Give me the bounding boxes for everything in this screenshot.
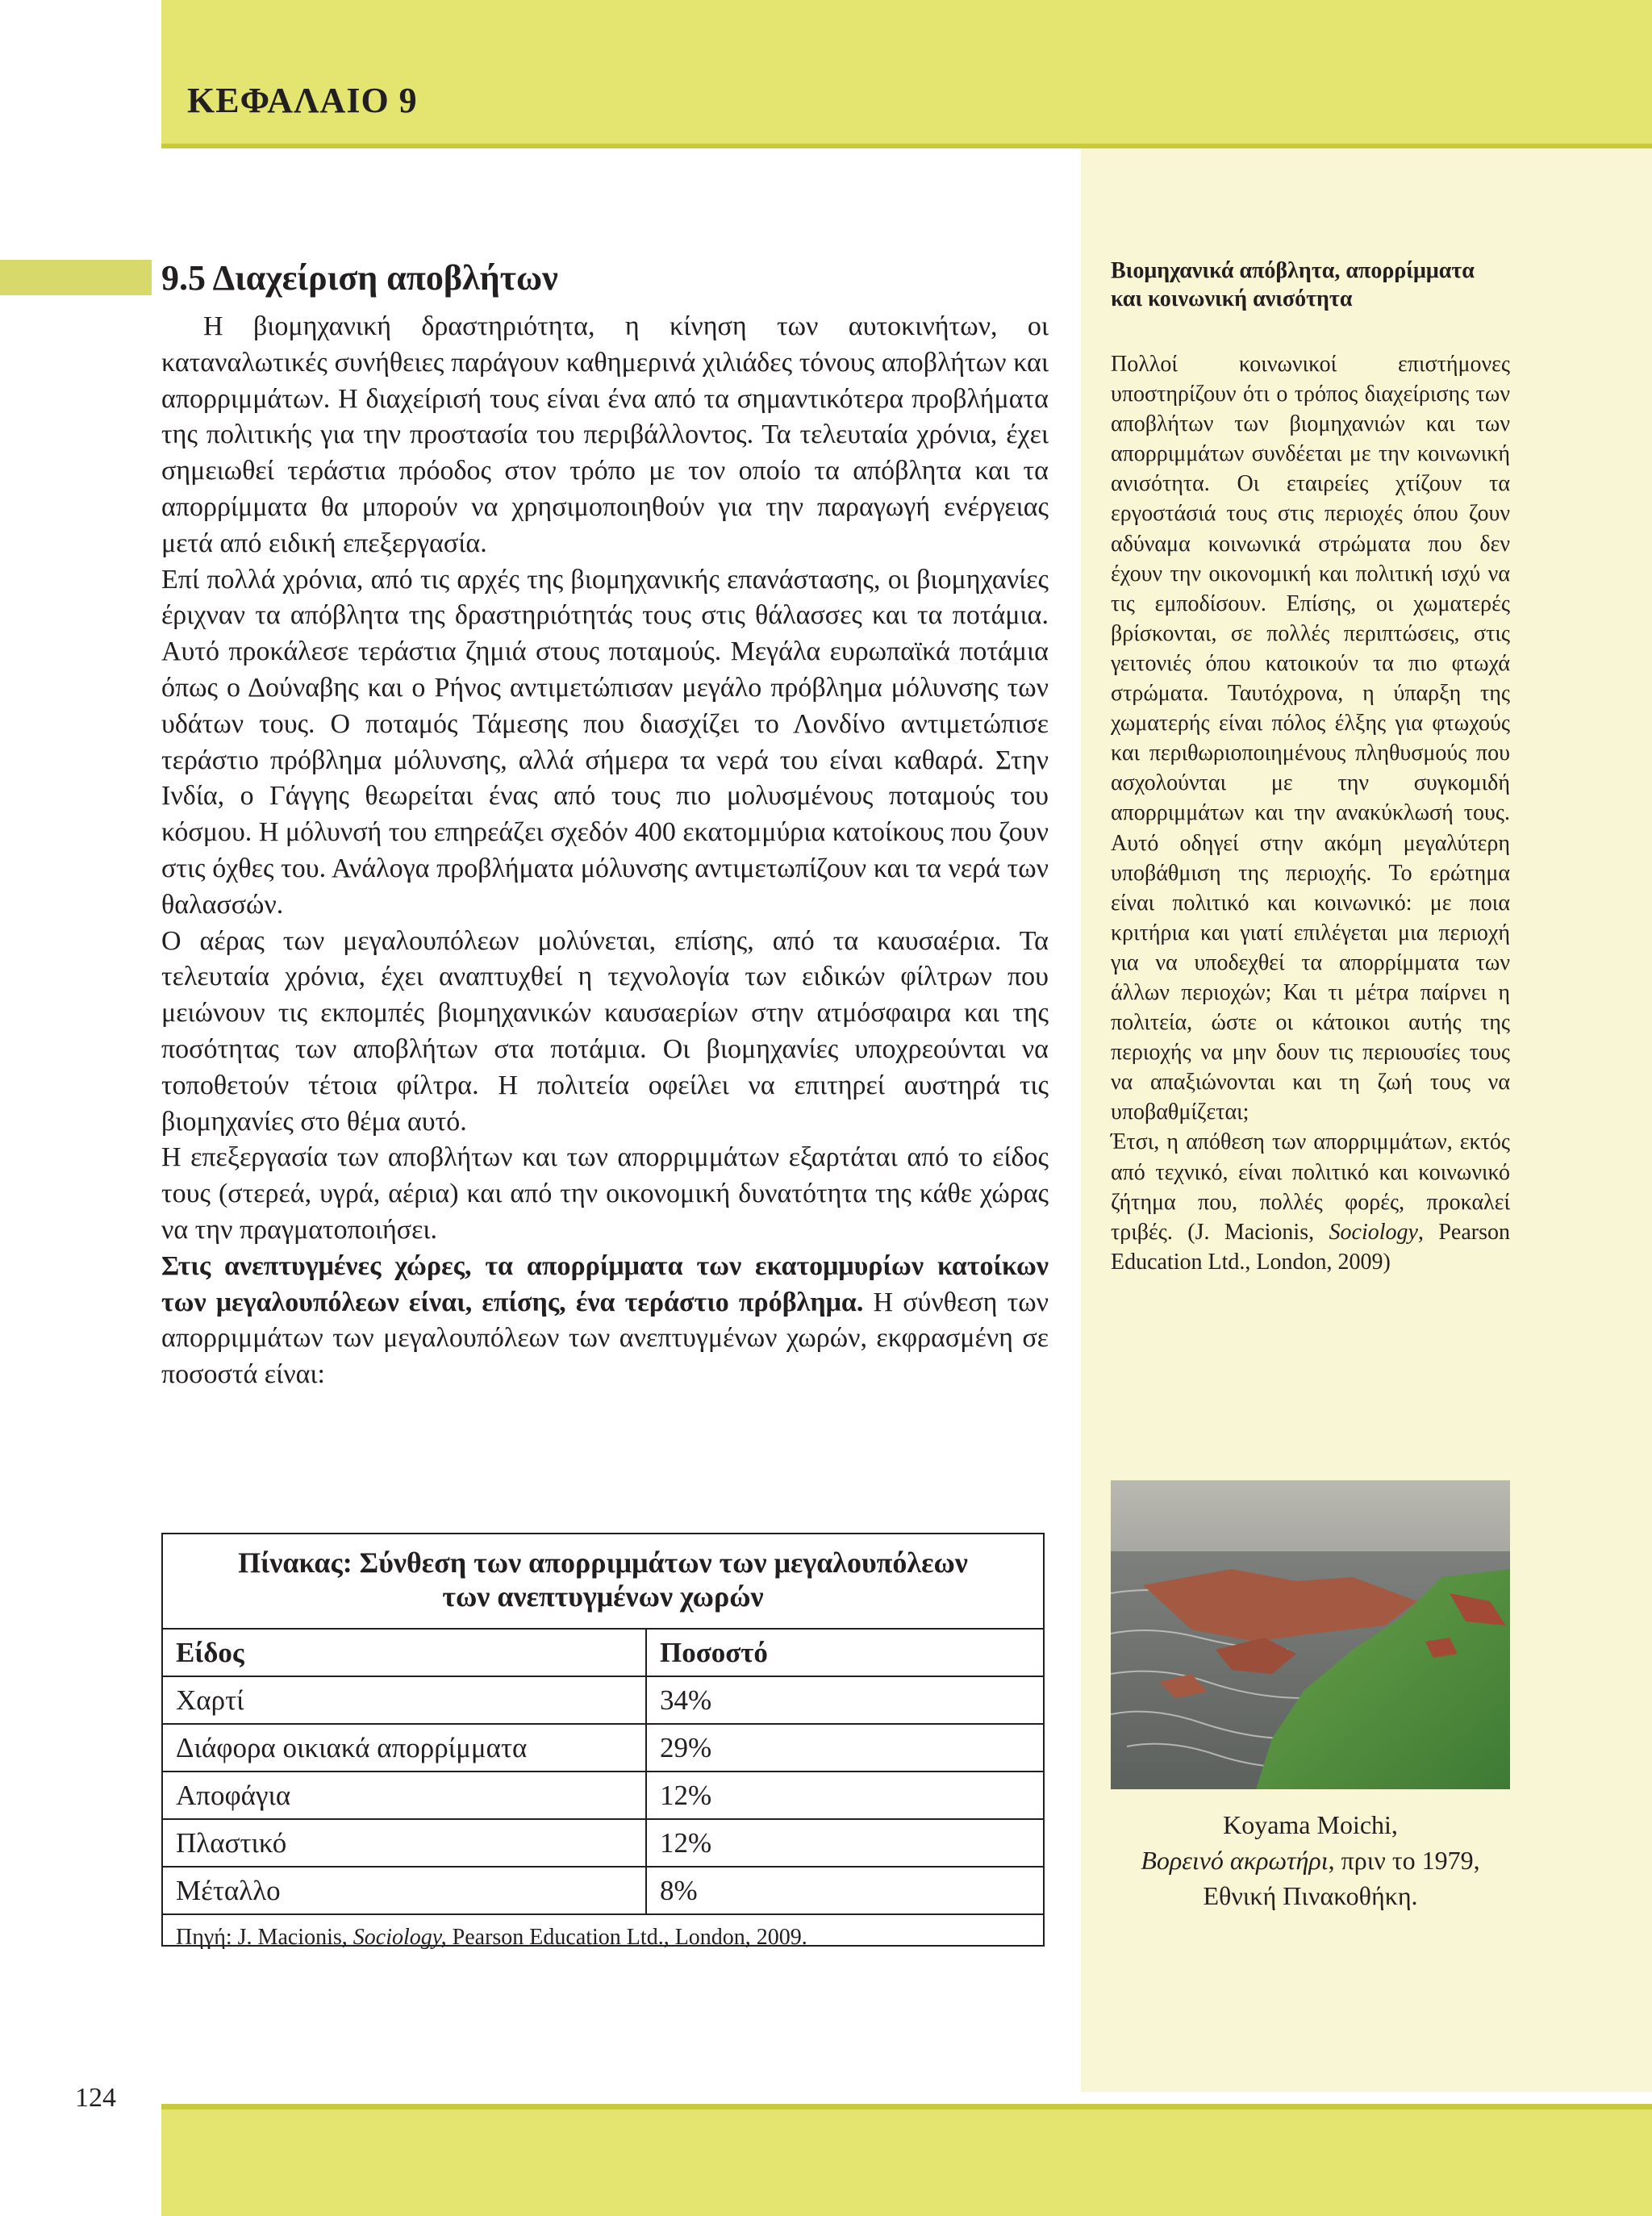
sidebar-text-italic: Sociology (1329, 1219, 1418, 1245)
sidebar-text-main: Πολλοί κοινωνικοί επιστήμονες υποστηρίζουν ότι ο τρόπος διαχείρισης των αποβλήτων των βιομηχανιών και των απορριμμάτων συνδέεται με την κοινωνική ανισότητα. Οι εταιρείες χτίζουν τα εργοστάσιά τους στις περιοχές όπου ζουν αδύναμα κοινωνικά στρώματα που δεν έχουν την οικονομική και πολιτική ισχύ να τις εμποδίσουν. Επίσης, οι χωματερές βρίσκονται, σε πολλές περιπτώσεις, στις γειτονιές όπου κατοικούν τα πιο φτωχά στρώματα. Ταυτόχρονα, η ύπαρξη της χωματερής είναι πόλος έλξης για φτωχούς και περιθωριοποιημένους πληθυσμούς που ασχολούνται με την συγκομιδή απορριμμάτων και την ανακύκλωσή τους. Αυτό οδηγεί στην ακόμη μεγαλύτερη υποβάθμιση της περιοχής. Το ερώτημα είναι πολιτικό και κοινωνικό: με ποια κριτήρια και γιατί επιλέγεται μια περιοχή για να υποδεχθεί τα απορρίμματα των άλλων περιοχών; Και τι μέτρα παίρνει η πολιτεία, ώστε οι κάτοικοι αυτής της περιοχής να μην δουν τις περιουσίες τους να απαξιώνονται και τη ζωή τους να υποβαθμίζεται; (1111, 352, 1510, 1125)
table-source-italic: Sociology, (353, 1925, 447, 1950)
table-row (163, 1866, 1043, 1913)
table-cell-type: Πλαστικό (163, 1820, 647, 1866)
table-header-percent: Ποσοστό (660, 1637, 768, 1668)
table-cell-percent: 8% (660, 1875, 698, 1906)
table-cell-percent: 12% (660, 1780, 712, 1811)
paragraph-3: Ο αέρας των μεγαλουπόλεων μολύνεται, επίσης, από τα καυσαέρια. Τα τελευταία χρόνια, έχει αναπτυχθεί η τεχνολογία των ειδικών φίλτρων που μειώνουν τις εκπομπές βιομηχανικών καυσαερίων στην ατμόσφαιρα και της ποσότητας των αποβλήτων στα ποτάμια. Οι βιομηχανίες υποχρεούνται να τοποθετούν τέτοια φίλτρα. Η πολιτεία οφείλει να επιτηρεί αυστηρά τις βιομηχανίες στο θέμα αυτό. (161, 925, 1049, 1137)
composition-table (161, 1533, 1045, 1950)
main-text (161, 309, 1049, 1393)
table-title-line-2: των ανεπτυγμένων χωρών (442, 1580, 764, 1613)
paragraph-5-rest: Η σύνθεση των απορριμμάτων των μεγαλουπόλεων των ανεπτυγμένων χωρών, εκφρασμένη σε ποσοστά είναι: (161, 1287, 1049, 1390)
paragraph-1: Η βιομηχανική δραστηριότητα, η κίνηση των αυτοκινήτων, οι καταναλωτικές συνήθειες παράγουν καθημερινά χιλιάδες τόνους αποβλήτων και απορριμμάτων. Η διαχείρισή τους είναι ένα από τα σημαντικότερα προβλήματα της πολιτικής για την προστασία του περιβάλλοντος. Τα τελευταία χρόνια, έχει σημειωθεί τεράστια πρόοδος στον τρόπο με τον οποίο τα απόβλητα και τα απορρίμματα θα μπορούν να χρησιμοποιηθούν για την παραγωγή ενέργειας μετά από ειδική επεξεργασία. (161, 311, 1049, 558)
table-source-suffix: Pearson Education Ltd., London, 2009. (446, 1925, 807, 1950)
paragraph-5 (161, 1249, 1049, 1393)
sidebar-text-end: , Pearson Education Ltd., London, 2009) (1111, 1219, 1510, 1275)
table-header-type: Είδος (163, 1630, 647, 1676)
table-cell-type: Αποφάγια (163, 1772, 647, 1818)
table-row (163, 1676, 1043, 1723)
table-cell-type: Διάφορα οικιακά απορρίμματα (163, 1725, 647, 1771)
table-cell-type: Χαρτί (163, 1677, 647, 1723)
caption-line-1: Koyama Moichi, (1223, 1810, 1398, 1839)
caption-date: , πριν το 1979, (1328, 1846, 1480, 1875)
paragraph-5-bold: Στις ανεπτυγμένες χώρες, τα απορρίμματα των εκατομμυρίων κατοίκων των μεγαλουπόλεων είναι, επίσης, ένα τεράστιο πρόβλημα. (161, 1250, 1049, 1317)
paragraph-2: Επί πολλά χρόνια, από τις αρχές της βιομηχανικής επανάστασης, οι βιομηχανίες έριχναν τα απόβλητα της δραστηριότητάς τους στις θάλασσες και τα ποτάμια. Αυτό προκάλεσε τεράστια ζημιά στους ποταμούς. Μεγάλα ευρωπαϊκά ποτάμια όπως ο Δούναβης και ο Ρήνος αντιμετώπισαν μεγάλο πρόβλημα μόλυνσης των υδάτων τους. Ο ποταμός Τάμεσης που διασχίζει το Λονδίνο αντιμετώπισε τεράστιο πρόβλημα μόλυνσης, αλλά σήμερα τα νερά του είναι καθαρά. Στην Ινδία, ο Γάγγης θεωρείται ένας από τους πιο μολυσμένους ποταμούς του κόσμου. Η μόλυνσή του επηρεάζει σχεδόν 400 εκατομμύρια κατοίκους που ζουν στις όχθες του. Ανάλογα προβλήματα μόλυνσης αντιμετωπίζουν και τα νερά των θαλασσών. (161, 564, 1049, 920)
table-cell-percent: 12% (660, 1827, 712, 1859)
table-cell-percent: 34% (660, 1684, 712, 1716)
page-number: 124 (75, 2083, 116, 2113)
table-cell-percent: 29% (660, 1732, 712, 1763)
table-cell-type: Μέταλλο (163, 1868, 647, 1913)
table-source (163, 1913, 1043, 1960)
table-title (163, 1534, 1043, 1628)
caption-line-2 (1111, 1842, 1510, 1878)
table-row (163, 1771, 1043, 1818)
painting-caption (1111, 1807, 1510, 1913)
header-band (161, 0, 1652, 144)
painting-image (1111, 1480, 1510, 1789)
sidebar-title: Βιομηχανικά απόβλητα, απορρίμματα και κοινωνική ανισότητα (1111, 258, 1475, 311)
table-source-prefix: Πηγή: J. Macionis, (176, 1925, 353, 1950)
caption-line-3: Εθνική Πινακοθήκη. (1203, 1881, 1418, 1910)
chapter-title: ΚΕΦΑΛΑΙΟ 9 (187, 81, 418, 120)
table-row (163, 1818, 1043, 1866)
sidebar-text (1111, 349, 1510, 1277)
sidebar-text-second: Έτσι, η απόθεση των απορριμμάτων, εκτός από τεχνικό, είναι πολιτικό και κοινωνικό ζήτημα που, πολλές φορές, προκαλεί τριβές. (J. Macionis, (1111, 1129, 1510, 1245)
table-title-line-1: Πίνακας: Σύνθεση των απορριμμάτων των μεγαλουπόλεων (238, 1546, 968, 1579)
caption-title: Βορεινό ακρωτήρι (1141, 1846, 1329, 1875)
paragraph-4: Η επεξεργασία των αποβλήτων και των απορριμμάτων εξαρτάται από το είδος τους (στερεά, υγρά, αέρια) και από την οικονομική δυνατότητα της κάθε χώρας να την πραγματοποιήσει. (161, 1142, 1049, 1245)
section-title: 9.5 Διαχείριση αποβλήτων (161, 258, 558, 298)
table-row (163, 1723, 1043, 1771)
footer-divider (161, 2104, 1652, 2110)
section-marker (0, 260, 152, 295)
footer-band (161, 2110, 1652, 2216)
table-header-row (163, 1628, 1043, 1676)
